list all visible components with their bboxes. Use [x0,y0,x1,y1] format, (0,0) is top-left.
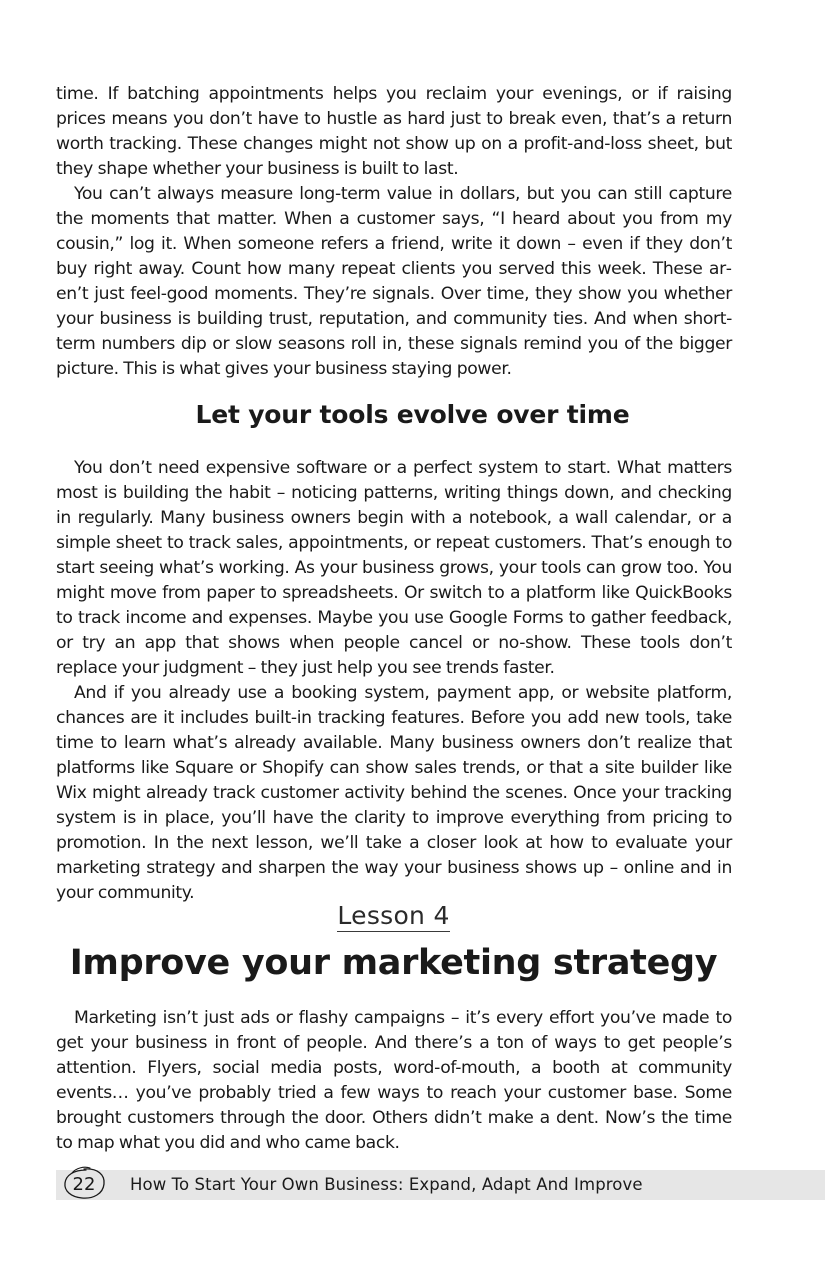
paragraph: Marketing isn’t just ads or flashy campaigns – it’s every effort you’ve made to get your business in front of people. And there’s a ton of ways to get people’s attention. Flyers, social media posts, word-of-mouth, a booth at community events… you’ve probably tried a few ways to reach your customer base. Some brought customers through the door. Others didn’t make a dent. Now’s the time to map what you did and who came back. [56,1008,732,1153]
lesson-title: Improve your marketing strategy [69,943,718,983]
marketing-text-block [56,1006,732,1156]
paragraph: time. If batching appointments helps you reclaim your evenings, or if raising prices means you don’t have to hustle as hard just to break even, that’s a return worth tracking. These changes might not show up on a profit-and-loss sheet, but they shape whether your business is built to last. [56,84,732,179]
lesson-number: Lesson 4 [337,901,450,930]
paragraph: You can’t always measure long-term value in dollars, but you can still capture the moments that matter. When a customer says, “I heard about you from my cousin,” log it. When someone refers a friend, write it down – even if they don’t buy right away. Count how many repeat clients you served this week. These aren’t just feel-good moments. They’re signals. Over time, they show you whether your business is building trust, reputation, and community ties. And when short-term numbers dip or slow seasons roll in, these signals remind you of the bigger picture. This is what gives your business staying power. [56,184,732,379]
continued-text-block [56,82,732,382]
section-heading: Let your tools evolve over time [195,400,630,429]
tools-text-block [56,456,732,906]
paragraph: You don’t need expensive software or a perfect system to start. What matters most is building the habit – noticing patterns, writing things down, and checking in regularly. Many business owners begin with a notebook, a wall calendar, or a simple sheet to track sales, appointments, or repeat customers. That’s enough to start seeing what’s working. As your business grows, your tools can grow too. You might move from paper to spreadsheets. Or switch to a platform like QuickBooks to track income and expenses. Maybe you use Google Forms to gather feedback, or try an app that shows when people cancel or no-show. These tools don’t replace your judgment – they just help you see trends faster. [56,458,732,678]
running-footer-title: How To Start Your Own Business: Expand, Adapt And Improve [130,1175,643,1194]
paragraph: And if you already use a booking system, payment app, or website platform, chances are it includes built-in tracking features. Before you add new tools, take time to learn what’s already available. Many business owners don’t realize that platforms like Square or Shopify can show sales trends, or that a site builder like Wix might already track customer activity behind the scenes. Once your tracking system is in place, you’ll have the clarity to improve everything from pricing to promotion. In the next lesson, we’ll take a closer look at how to evaluate your marketing strategy and sharpen the way your business shows up – online and in your community. [56,683,732,903]
page-number: 22 [72,1174,96,1195]
page-footer [56,1170,825,1200]
lesson-label [0,898,787,937]
